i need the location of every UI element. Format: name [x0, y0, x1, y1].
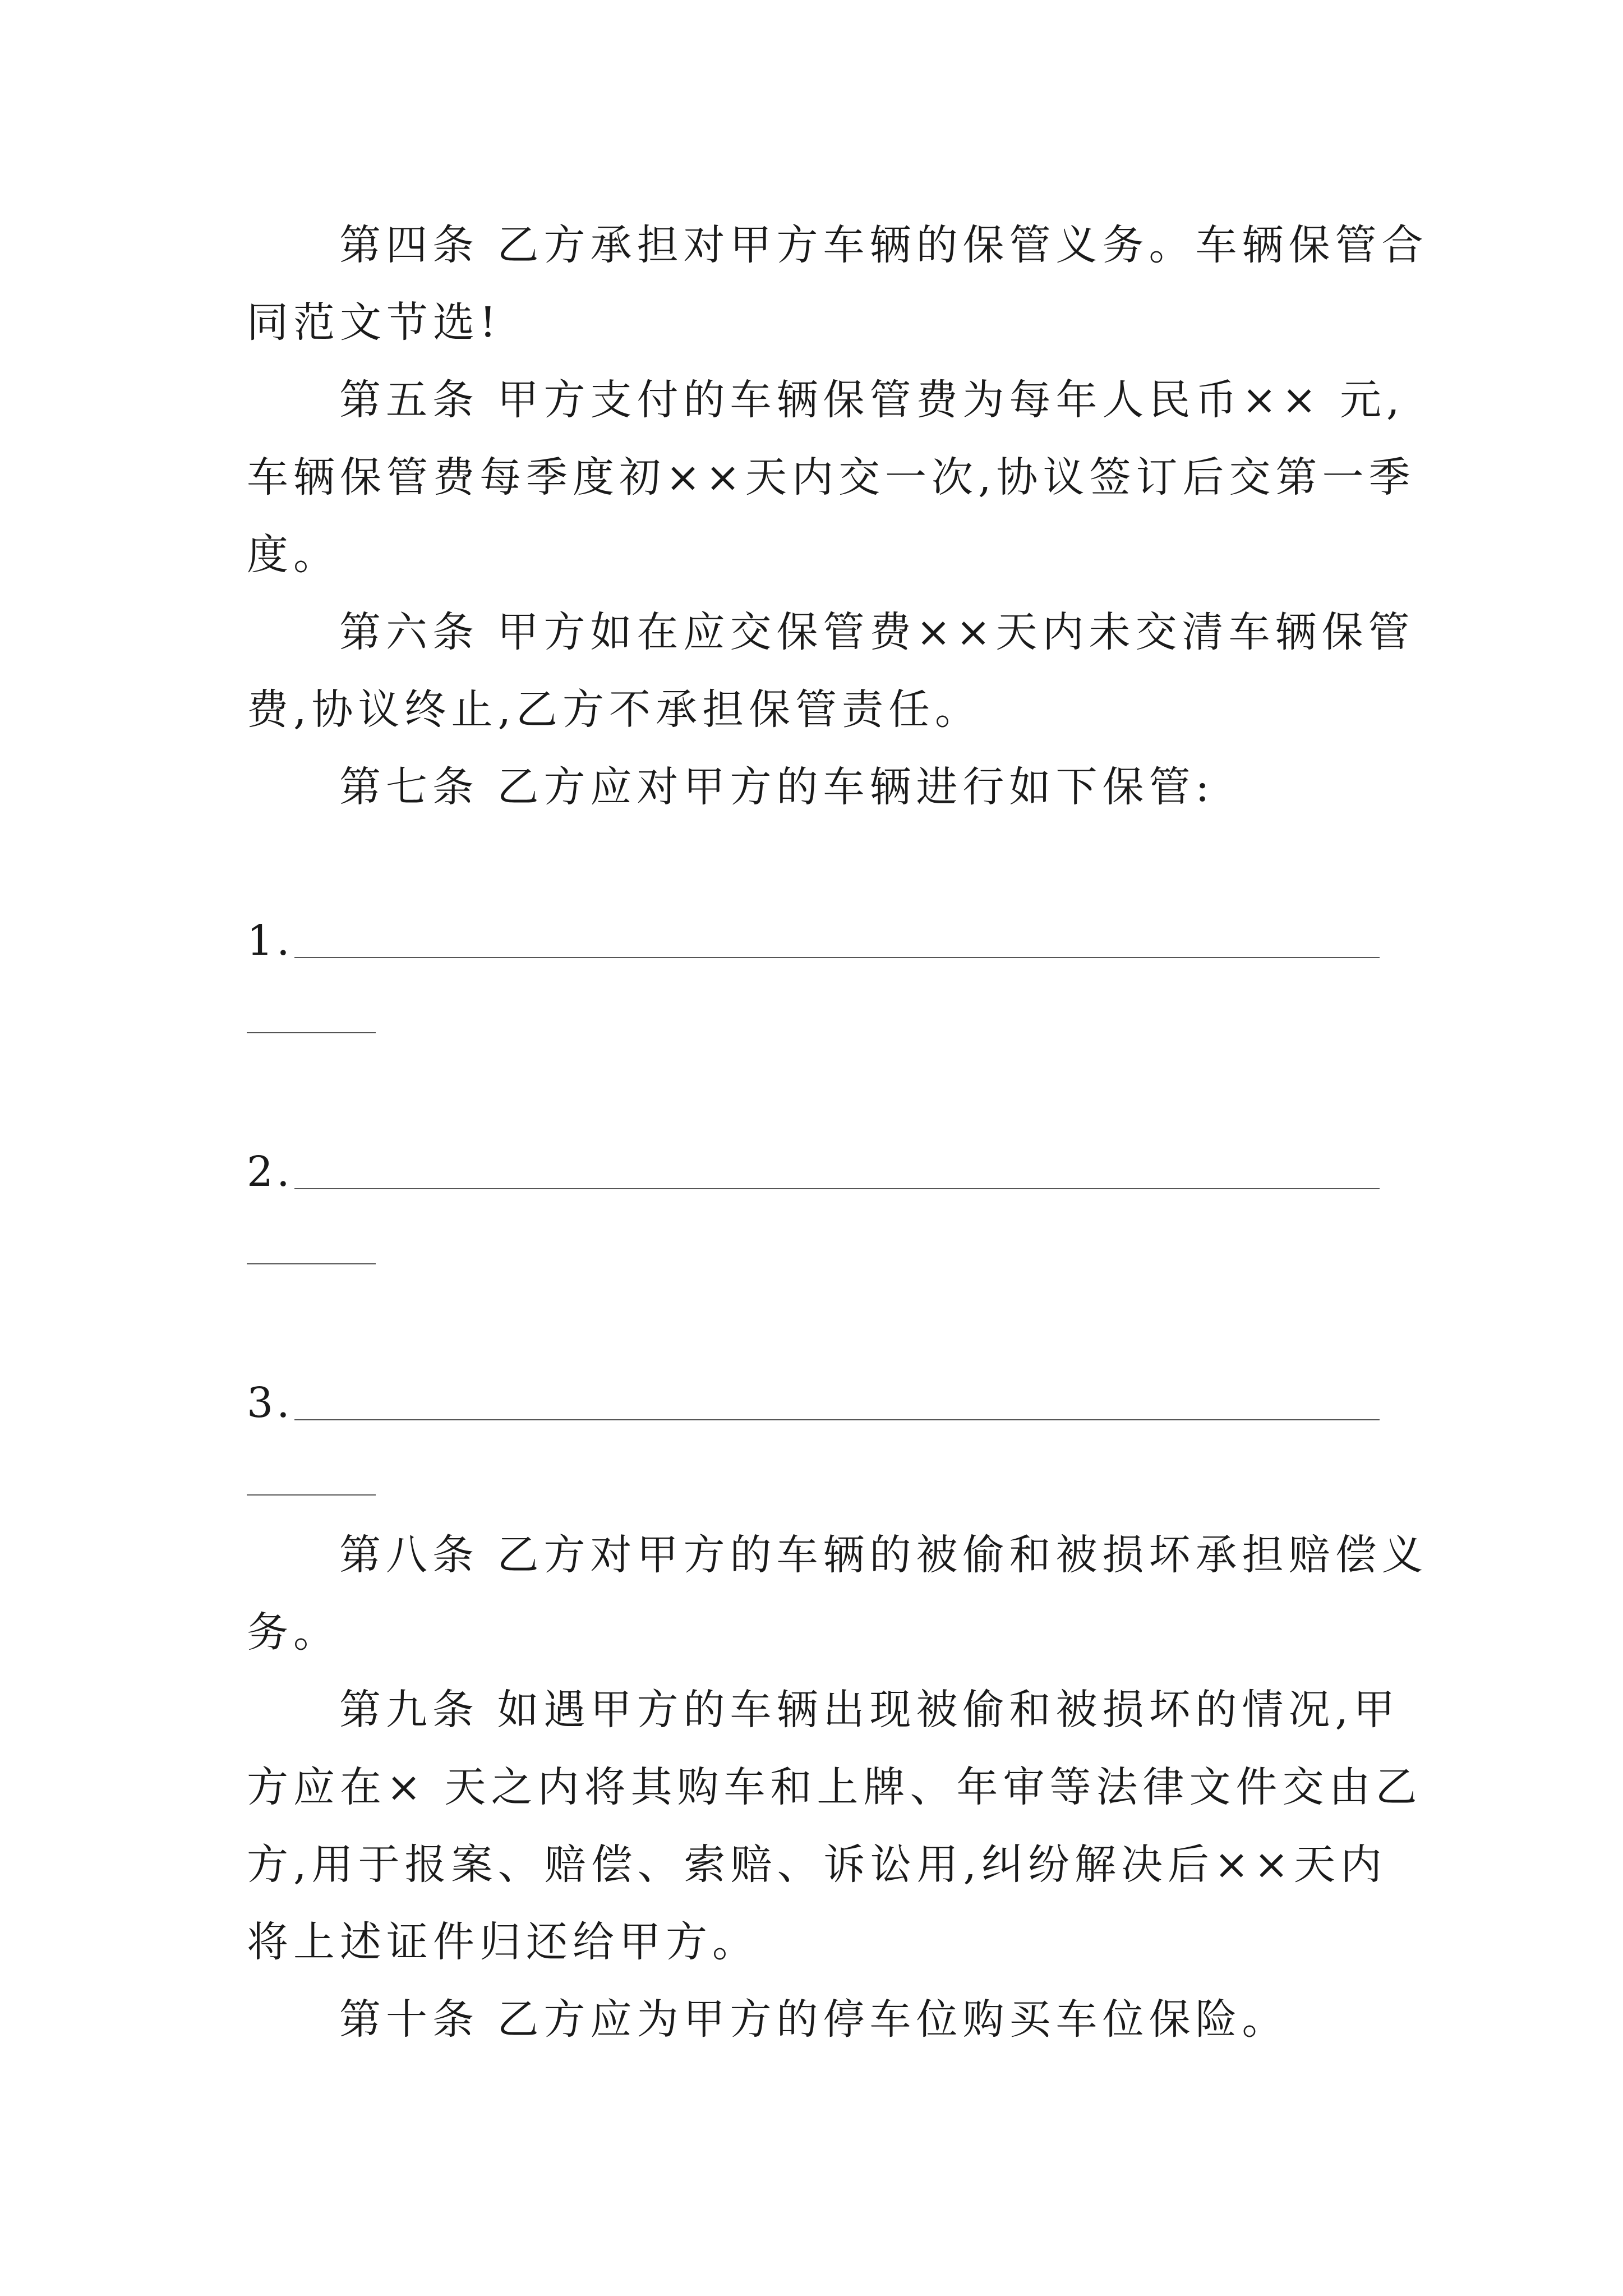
fill-in-line	[294, 957, 1380, 958]
article-10-line-1: 第十条 乙方应为甲方的停车位购买车位保险。	[339, 1995, 1289, 2044]
article-5-line-2: 车辆保管费每季度初××天内交一次,协议签订后交第一季	[247, 453, 1415, 501]
blank-item-number: 3.	[247, 1379, 293, 1427]
fill-in-line-continuation	[247, 1032, 376, 1033]
blank-item-number: 1.	[247, 917, 293, 965]
article-9-line-3: 方,用于报案、赔偿、索赔、诉讼用,纠纷解决后××天内	[247, 1841, 1387, 1889]
article-9-line-2: 方应在× 天之内将其购车和上牌、年审等法律文件交由乙	[247, 1763, 1422, 1811]
article-6-line-2: 费,协议终止,乙方不承担保管责任。	[247, 685, 982, 734]
article-9-line-1: 第九条 如遇甲方的车辆出现被偷和被损坏的情况,甲	[339, 1686, 1400, 1734]
article-5-line-3: 度。	[247, 531, 340, 579]
fill-in-line	[294, 1188, 1380, 1189]
article-4-line-1: 第四条 乙方承担对甲方车辆的保管义务。车辆保管合	[339, 221, 1428, 269]
article-8-line-2: 务。	[247, 1608, 340, 1657]
fill-in-line	[294, 1419, 1380, 1420]
article-8-line-1: 第八条 乙方对甲方的车辆的被偷和被损坏承担赔偿义	[339, 1531, 1428, 1579]
article-9-line-4: 将上述证件归还给甲方。	[247, 1918, 759, 1966]
fill-in-line-continuation	[247, 1494, 376, 1496]
article-6-line-1: 第六条 甲方如在应交保管费××天内未交清车辆保管	[339, 608, 1415, 656]
fill-in-line-continuation	[247, 1263, 376, 1264]
article-4-line-2: 同范文节选!	[247, 298, 501, 347]
article-7-line-1: 第七条 乙方应对甲方的车辆进行如下保管:	[339, 763, 1215, 811]
article-5-line-1: 第五条 甲方支付的车辆保管费为每年人民币×× 元,	[339, 376, 1405, 424]
blank-item-number: 2.	[247, 1148, 293, 1196]
